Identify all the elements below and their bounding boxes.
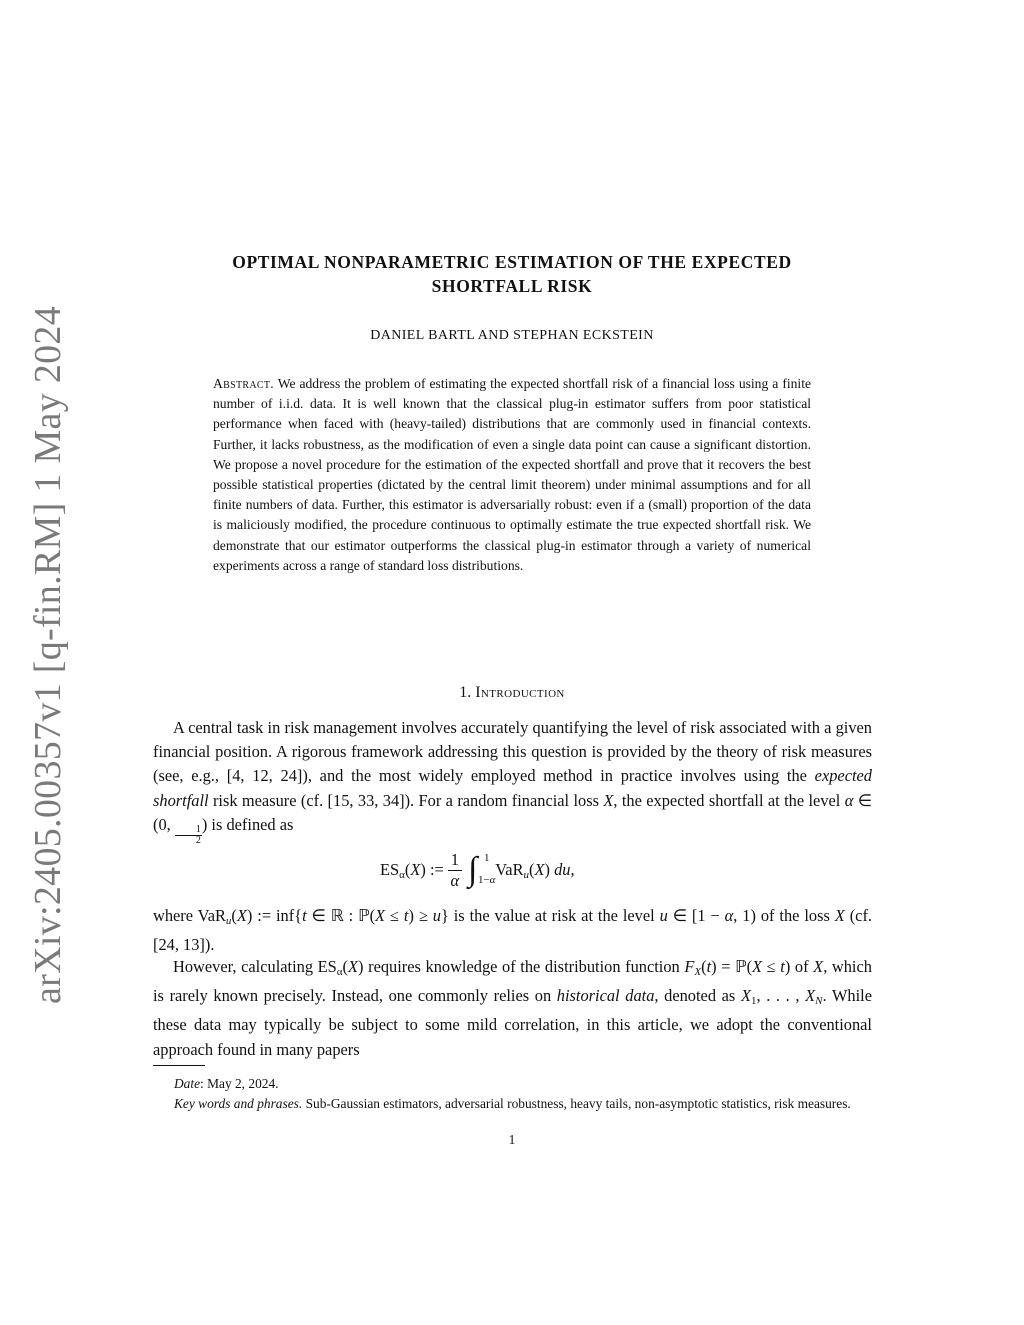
arxiv-id: arXiv:2405.00357v1 [q-fin.RM] 1 May 2024	[27, 305, 70, 1005]
math-inline: α	[844, 790, 854, 810]
section-heading	[150, 684, 874, 702]
title-line-1: OPTIMAL NONPARAMETRIC ESTIMATION OF THE EXPECTED	[232, 252, 792, 272]
intro-paragraph-3: However, calculating $ES_\alpha(X)$ requires knowledge of the distribution function $F_X(t)$ = ℙ(X ≤ t) of X, which is rarely known precisely. Instead, one commonly relies on historical data, denoted as $X_1$, . . . , $X_N$. While these data may typically be subject to some mild correlation, in this article, we adopt the conventional approach found in many papers	[153, 957, 872, 1059]
footnote-date: Date: May 2, 2024.	[174, 1076, 279, 1091]
paper-title	[150, 250, 874, 298]
section-title: Introduction	[475, 684, 565, 701]
math-inline: X	[603, 790, 614, 810]
display-equation: $ES_\alpha(X)$ := $\frac{1}{\alpha}$ ∫ 1 1−α VaR$_u$(X) du,	[380, 849, 575, 890]
arxiv-stamp	[18, 305, 78, 1005]
intro-paragraph-1: A central task in risk management involves accurately quantifying the level of risk associated with a given financial position. A rigorous framework addressing this question is provided by the theory of risk measures (see, e.g., [4, 12, 24]), and the most widely employed method in practice involves using the expected shortfall risk measure (cf. [15, 33, 34]). For a random financial loss X, the expected shortfall at the level α ∈ (0, $\frac{1}{2}$ ) is defined as	[153, 718, 872, 846]
footnote-rule	[153, 1065, 205, 1066]
section-number: 1.	[459, 684, 472, 701]
page-number: 1	[508, 1132, 516, 1147]
abstract	[213, 374, 811, 576]
emphasis: expected shortfall	[153, 766, 872, 810]
abstract-text: We address the problem of estimating the expected shortfall risk of a financial loss using a finite number of i.i.d. data. It is well known that the classical plug-in estimator suffers from poor statistical performance when faced with (heavy-tailed) distributions that are commonly used in financial contexts. Further, it lacks robustness, as the modification of even a single data point can cause a significant distortion. We propose a novel procedure for the estimation of the expected shortfall and prove that it recovers the best possible statistical properties (dictated by the central limit theorem) under minimal assumptions and for all finite numbers of data. Further, this estimator is adversarially robust: even if a (small) proportion of the data is maliciously modified, the procedure continuous to optimally estimate the true expected shortfall risk. We demonstrate that our estimator outperforms the classical plug-in estimator through a variety of numerical experiments across a range of standard loss distributions.	[213, 376, 812, 573]
intro-paragraph-2: where VaR$_u$(X) := inf{t ∈ ℝ : ℙ(X ≤ t) ≥ u} is the value at risk at the level u ∈ [1 − α, 1) of the loss X (cf. [24, 13]).	[153, 906, 873, 955]
title-line-2: SHORTFALL RISK	[431, 276, 593, 296]
footnote-keywords: Key words and phrases. Sub-Gaussian estimators, adversarial robustness, heavy tails, non-asymptotic statistics, risk measures.	[174, 1095, 851, 1111]
emphasis: historical data	[556, 986, 655, 1006]
authors: DANIEL BARTL AND STEPHAN ECKSTEIN	[370, 328, 654, 343]
abstract-label: Abstract.	[213, 376, 274, 391]
footnotes	[153, 1074, 872, 1113]
math-inline: $\frac{1}{2}$	[175, 825, 202, 846]
